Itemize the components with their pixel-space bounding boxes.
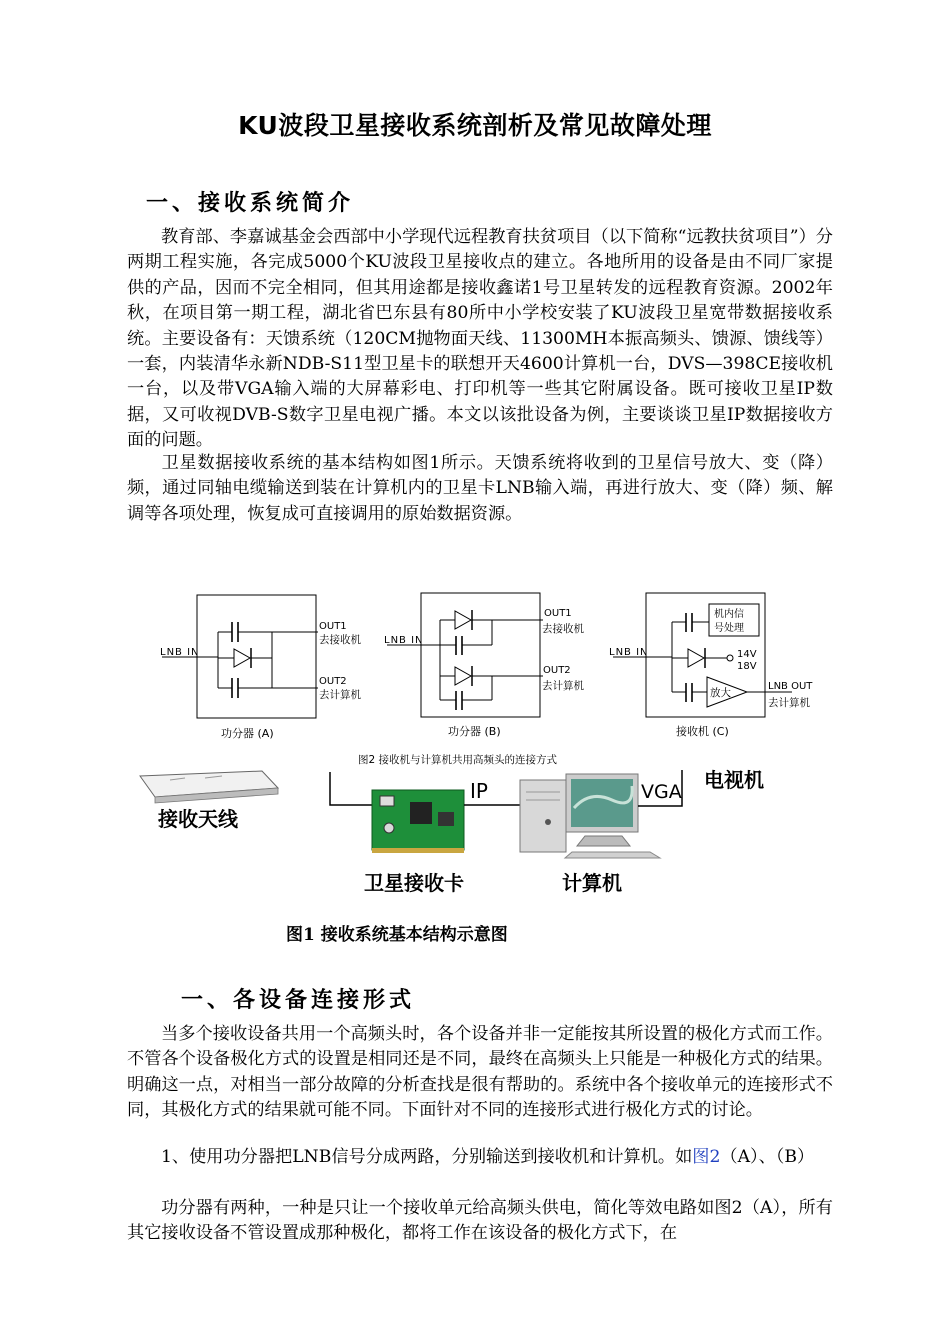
- paragraph-1: 教育部、李嘉诚基金会西部中小学现代远程教育扶贫项目（以下简称“远教扶贫项目”）分两期工程实施，各完成5000个KU波段卫星接收点的建立。各地所用的设备是由不同厂家提供的产品，因而不完全相同，但其用途都是接收鑫诺1号卫星转发的远程教育资源。2002年秋，在项目第一期工程，湖北省巴东县有80所中小学校安装了KU波段卫星宽带数据接收系统。主要设备有：天馈系统（120CM抛物面天线、11300MH本振高频头、馈源、馈线等）一套，内装清华永新NDB-S11型卫星卡的联想开天4600计算机一台，DVS—398CE接收机一台，以及带VGA输入端的大屏幕彩电、打印机等一些其它附属设备。既可接收卫星IP数据，又可收视DVB-S数字卫星电视广播。本文以该批设备为例，主要谈谈卫星IP数据接收方面的问题。: [127, 227, 833, 451]
- panel-a-out1: OUT1: [319, 621, 347, 632]
- document-title: KU波段卫星接收系统剖析及常见故障处理: [238, 111, 712, 140]
- panel-b-label: 功分器 (B): [448, 725, 501, 738]
- fig1-antenna-label: 接收天线: [158, 807, 238, 831]
- splitter-a-diagram: [160, 595, 361, 740]
- panel-c-to-computer: 去计算机: [768, 697, 810, 709]
- panel-b-out2: OUT2: [543, 665, 571, 676]
- panel-c-internal-1: 机内信: [714, 609, 744, 620]
- fig1-card-label: 卫星接收卡: [364, 871, 464, 895]
- panel-b-lnb-in: LNB IN: [384, 635, 424, 646]
- fig1-computer-label: 计算机: [562, 871, 622, 895]
- panel-c-lnb-out: LNB OUT: [768, 681, 813, 692]
- panel-b-out1: OUT1: [544, 608, 572, 619]
- panel-c-lnb-in: LNB IN: [609, 647, 649, 658]
- panel-a-lnb-in: LNB IN: [160, 647, 200, 658]
- panel-c-amp: 放大: [710, 687, 731, 699]
- splitter-b-diagram: [384, 593, 584, 738]
- panel-b-to-computer: 去计算机: [542, 680, 584, 692]
- panel-c-label: 接收机 (C): [676, 725, 729, 738]
- paragraph-2: 卫星数据接收系统的基本结构如图1所示。天馈系统将收到的卫星信号放大、变（降）频，通过同轴电缆输送到装在计算机内的卫星卡LNB输入端，再进行放大、变（降）频、解调等各项处理，恢复成可直接调用的原始数据资源。: [127, 453, 833, 524]
- receiver-c-diagram: [609, 593, 813, 738]
- fig1-ip-label: IP: [470, 779, 488, 803]
- panel-a-out2: OUT2: [319, 676, 347, 687]
- fig1-tv-label: 电视机: [704, 768, 764, 792]
- section-heading-2: 一、各设备连接形式: [181, 988, 416, 1013]
- panel-a-to-receiver: 去接收机: [319, 634, 361, 646]
- figure2-link[interactable]: 图2: [692, 1147, 721, 1167]
- fig1-vga-label: VGA: [641, 781, 682, 803]
- panel-c-internal-2: 号处理: [714, 623, 744, 634]
- figure1-caption: 图1 接收系统基本结构示意图: [286, 925, 508, 945]
- panel-c-18v: 18V: [737, 661, 757, 672]
- panel-c-14v: 14V: [737, 649, 757, 660]
- figure2-caption: 图2 接收机与计算机共用高频头的连接方式: [358, 754, 558, 766]
- panel-a-label: 功分器 (A): [221, 727, 274, 740]
- figure1-system: [140, 768, 764, 895]
- panel-a-to-computer: 去计算机: [319, 689, 361, 701]
- paragraph-4: 1、使用功分器把LNB信号分成两路，分别输送到接收机和计算机。如图2（A）、（B）: [161, 1147, 815, 1167]
- paragraph-3: 当多个接收设备共用一个高频头时，各个设备并非一定能按其所设置的极化方式而工作。不管各个设备极化方式的设置是相同还是不同，最终在高频头上只能是一种极化方式的结果。明确这一点，对相当一部分故障的分析查找是很有帮助的。系统中各个接收单元的连接形式不同，其极化方式的结果就可能不同。下面针对不同的连接形式进行极化方式的讨论。: [127, 1024, 833, 1121]
- paragraph-5: 功分器有两种，一种是只让一个接收单元给高频头供电，简化等效电路如图2（A），所有其它接收设备不管设置成那种极化，都将工作在该设备的极化方式下，在: [127, 1198, 833, 1244]
- section-heading-1: 一、接收系统简介: [146, 191, 355, 216]
- panel-b-to-receiver: 去接收机: [542, 623, 584, 635]
